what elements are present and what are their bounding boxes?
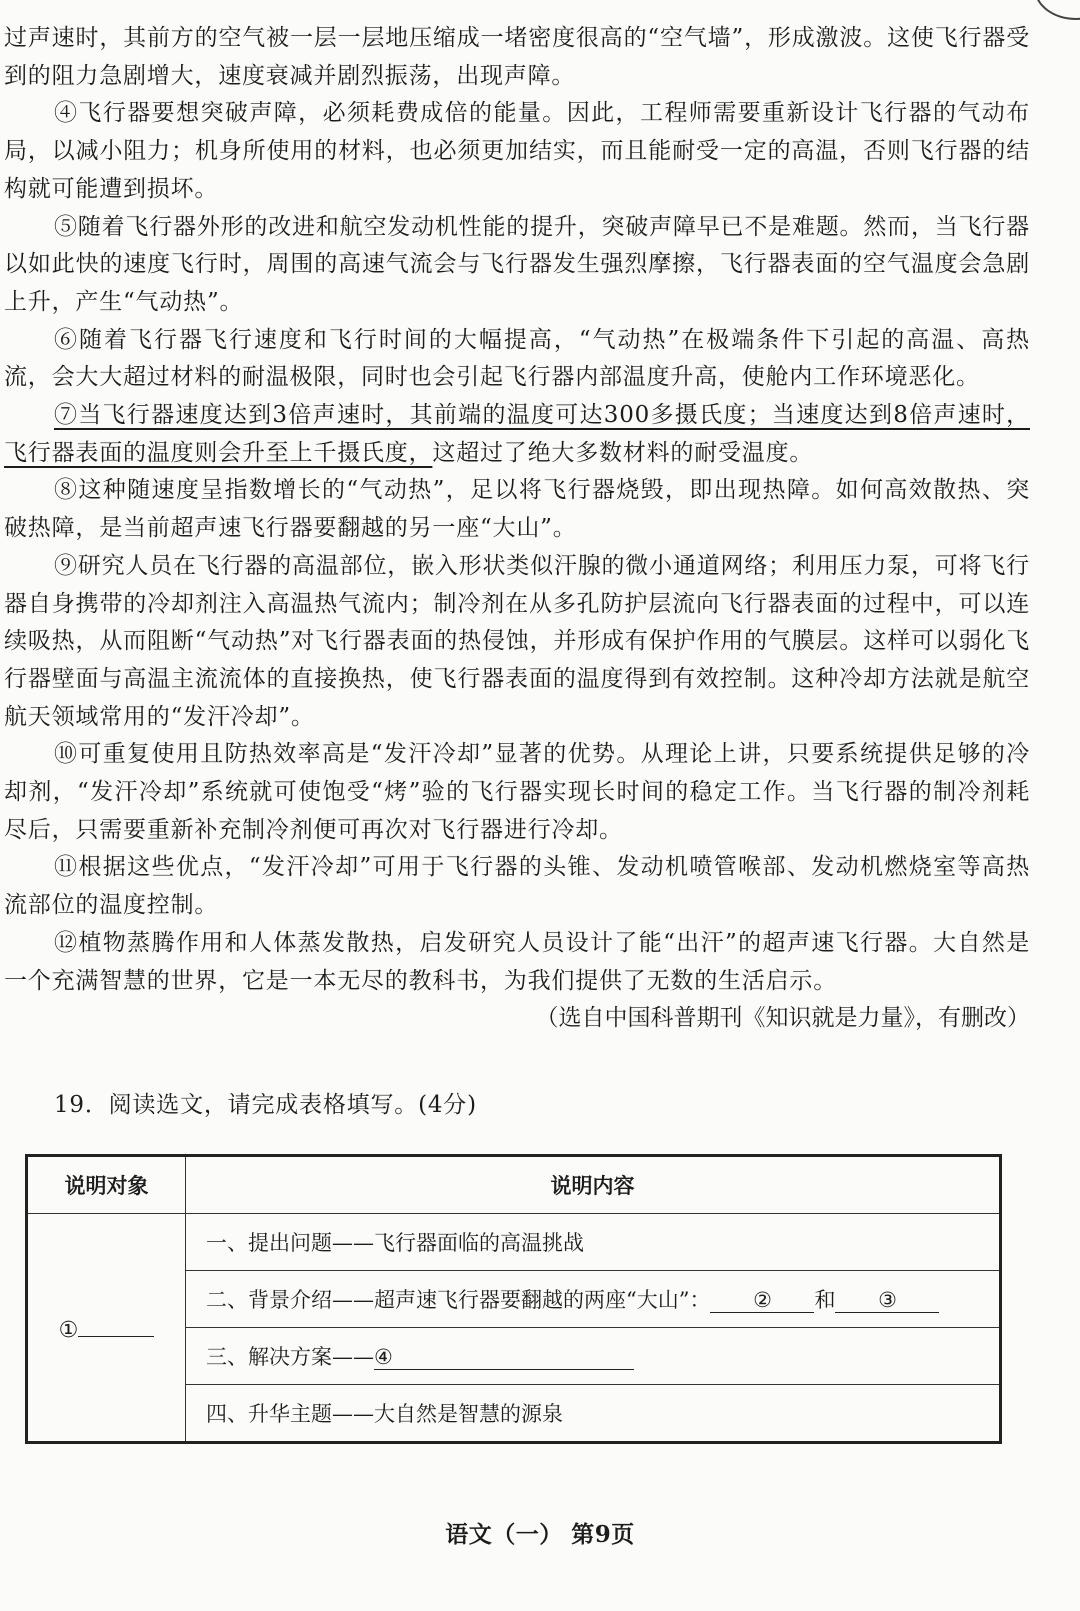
paragraph-7-rest: 这超过了绝大多数材料的耐受温度。 <box>432 439 814 466</box>
reading-passage <box>4 20 1030 1038</box>
paragraph-6: ⑥随着飞行器飞行速度和飞行时间的大幅提高，“气动热”在极端条件下引起的高温、高热流，会大大超过材料的耐温极限，同时也会引起飞行器内部温度升高，使舱内工作环境恶化。 <box>4 326 1030 391</box>
blank-4-answer[interactable]: ④ <box>374 1345 634 1370</box>
corner-circle-mark <box>1034 0 1080 20</box>
header-content: 说明内容 <box>186 1156 1001 1214</box>
header-object: 说明对象 <box>27 1156 186 1214</box>
question-19: 19．阅读选文，请完成表格填写。(4分) <box>54 1092 477 1118</box>
answer-table <box>25 1154 1002 1444</box>
blank-1-answer[interactable] <box>78 1312 154 1337</box>
blank-3-answer[interactable]: ③ <box>835 1288 939 1313</box>
page-footer: 语文（一） 第9页 <box>445 1521 635 1548</box>
content-row-4: 四、升华主题——大自然是智慧的源泉 <box>186 1385 1001 1443</box>
paragraph-12: ⑫植物蒸腾作用和人体蒸发散热，启发研究人员设计了能“出汗”的超声速飞行器。大自然是一个充满智慧的世界，它是一本无尽的教科书，为我们提供了无数的生活启示。 <box>4 929 1030 994</box>
content-row-2 <box>186 1271 1001 1328</box>
paragraph-11: ⑪根据这些优点，“发汗冷却”可用于飞行器的头锥、发动机喷管喉部、发动机燃烧室等高热流部位的温度控制。 <box>4 854 1030 919</box>
paragraph-10: ⑩可重复使用且防热效率高是“发汗冷却”显著的优势。从理论上讲，只要系统提供足够的冷却剂，“发汗冷却”系统就可使饱受“烤”验的飞行器实现长时间的稳定工作。当飞行器的制冷剂耗尽后，只需要重新补充制冷剂便可再次对飞行器进行冷却。 <box>4 741 1030 843</box>
content-row-3 <box>186 1328 1001 1385</box>
paragraph-9: ⑨研究人员在飞行器的高温部位，嵌入形状类似汗腺的微小通道网络；利用压力泵，可将飞行器自身携带的冷却剂注入高温热气流内；制冷剂在从多孔防护层流向飞行器表面的过程中，可以连续吸热，从而阻断“气动热”对飞行器表面的热侵蚀，并形成有保护作用的气膜层。这样可以弱化飞行器壁面与高温主流流体的直接换热，使飞行器表面的温度得到有效控制。这种冷却方法就是航空航天领域常用的“发汗冷却”。 <box>4 552 1030 730</box>
underlined-sentence: ⑦当飞行器速度达到3倍声速时，其前端的温度可达300多摄氏度；当速度达到8倍声速时，飞行器表面的温度则会升至上千摄氏度， <box>4 402 1030 466</box>
row-2-and: 和 <box>814 1288 836 1312</box>
blank-1-label: ① <box>58 1318 79 1343</box>
row-2-text: 二、背景介绍——超声速飞行器要翻越的两座“大山”： <box>206 1288 711 1312</box>
paragraph-5: ⑤随着飞行器外形的改进和航空发动机性能的提升，突破声障早已不是难题。然而，当飞行器以如此快的速度飞行时，周围的高速气流会与飞行器发生强烈摩擦，飞行器表面的空气温度会急剧上升，产生“气动热”。 <box>4 213 1030 315</box>
paragraph-8: ⑧这种随速度呈指数增长的“气动热”，足以将飞行器烧毁，即出现热障。如何高效散热、突破热障，是当前超声速飞行器要翻越的另一座“大山”。 <box>4 477 1030 542</box>
paragraph-3-continued: 过声速时，其前方的空气被一层一层地压缩成一堵密度很高的“空气墙”，形成激波。这使飞行器受到的阻力急剧增大，速度衰减并剧烈振荡，出现声障。 <box>4 25 1030 89</box>
blank-2-answer[interactable]: ② <box>710 1288 814 1313</box>
paragraph-4: ④飞行器要想突破声障，必须耗费成倍的能量。因此，工程师需要重新设计飞行器的气动布局，以减小阻力；机身所使用的材料，也必须更加结实，而且能耐受一定的高温，否则飞行器的结构就可能遭到损坏。 <box>4 100 1030 202</box>
paragraph-7 <box>4 397 1030 472</box>
object-cell <box>27 1214 186 1443</box>
content-row-1: 一、提出问题——飞行器面临的高温挑战 <box>186 1214 1001 1271</box>
table-header-row <box>27 1156 1001 1214</box>
table-row <box>27 1214 1001 1271</box>
source-citation: （选自中国科普期刊《知识就是力量》，有删改） <box>535 1005 1030 1032</box>
row-3-text: 三、解决方案—— <box>206 1345 374 1369</box>
